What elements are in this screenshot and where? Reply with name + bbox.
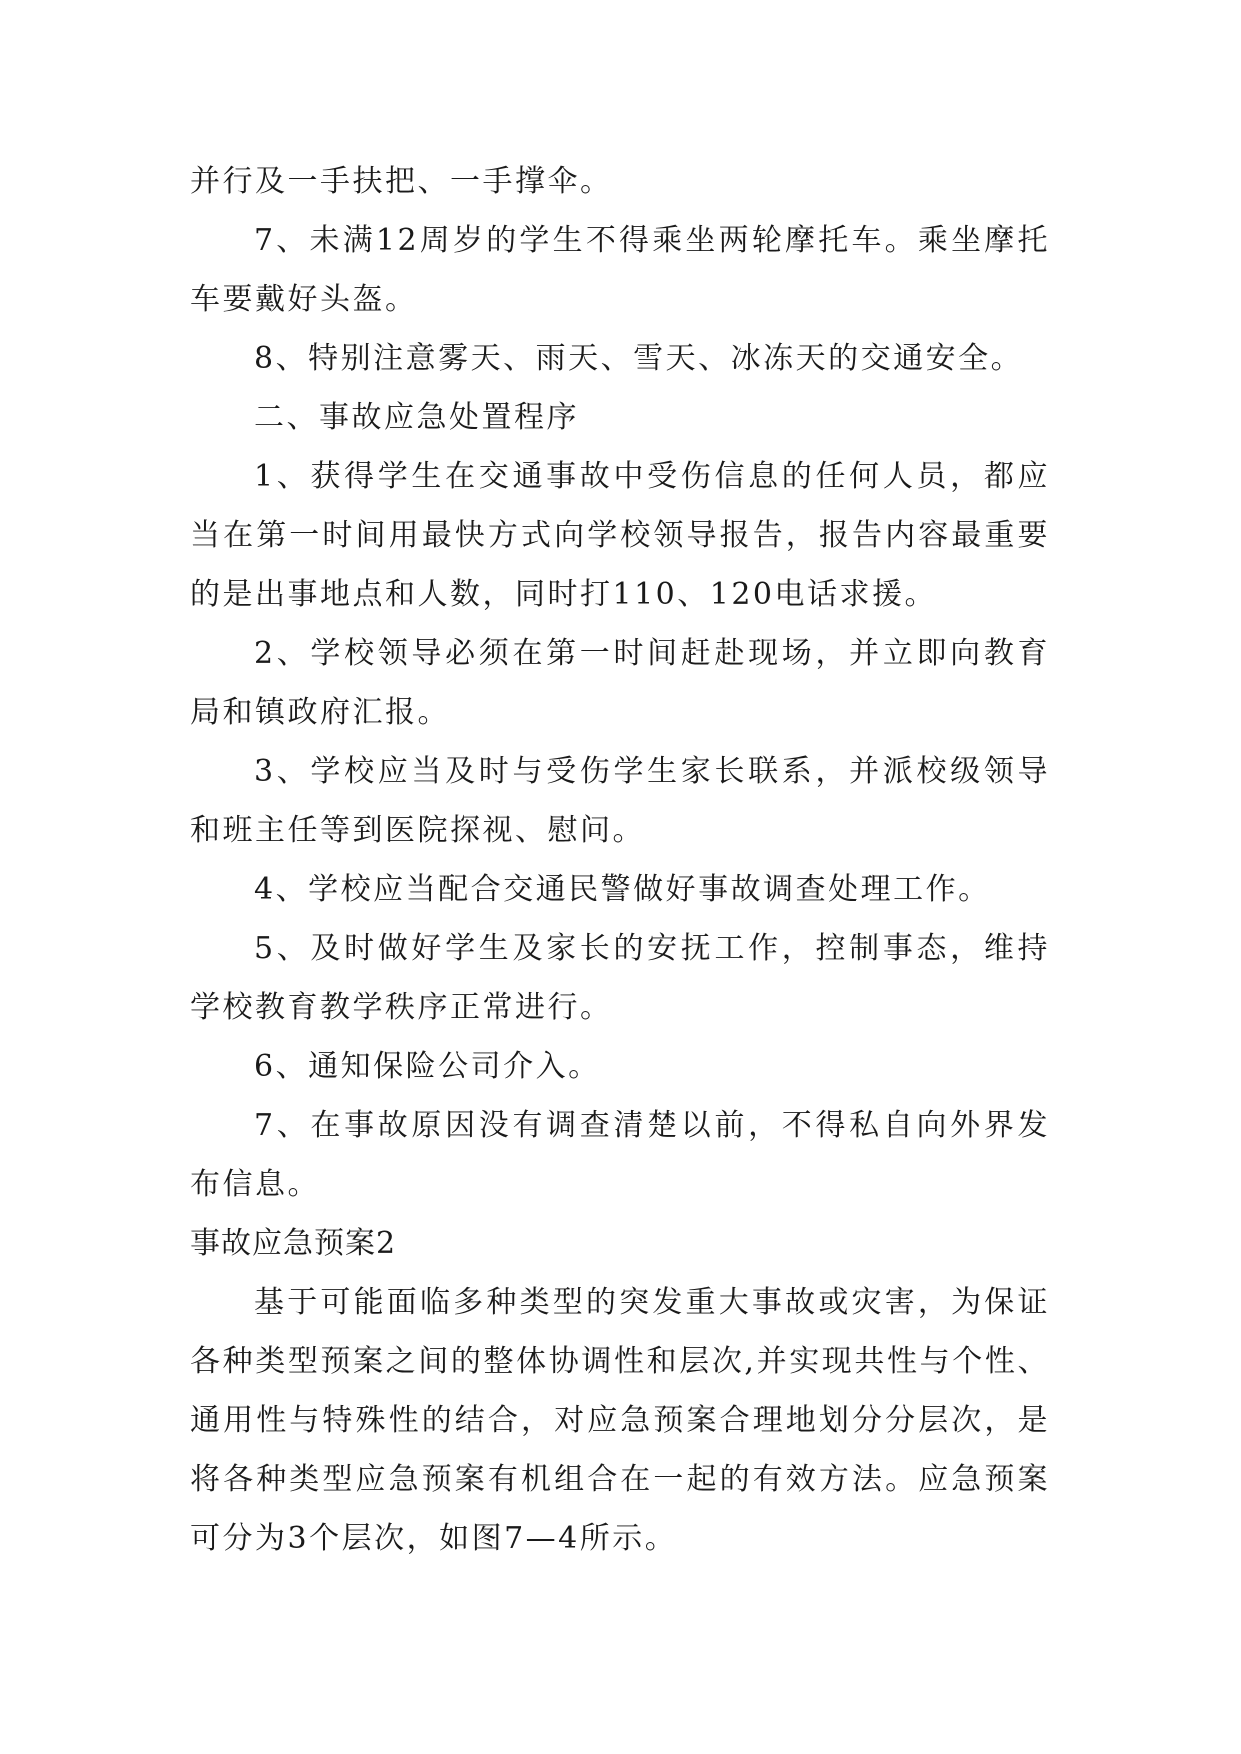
section-title-plan-2: 事故应急预案2	[190, 1226, 397, 1261]
paragraph-procedure-1: 1、获得学生在交通事故中受伤信息的任何人员，都应当在第一时间用最快方式向学校领导报告，报告内容最重要的是出事地点和人数，同时打110、120电话求援。	[190, 459, 1050, 612]
section-heading-emergency-procedure: 二、事故应急处置程序	[254, 400, 579, 435]
paragraph-item-8-weather: 8、特别注意雾天、雨天、雪天、冰冻天的交通安全。	[254, 341, 1024, 376]
paragraph-item-7-motorcycle: 7、未满12周岁的学生不得乘坐两轮摩托车。乘坐摩托车要戴好头盔。	[190, 223, 1050, 317]
paragraph-procedure-6: 6、通知保险公司介入。	[254, 1049, 601, 1084]
paragraph-plan-2-body: 基于可能面临多种类型的突发重大事故或灾害，为保证各种类型预案之间的整体协调性和层次,并实现共性与个性、通用性与特殊性的结合，对应急预案合理地划分分层次，是将各种类型应急预案有机组合在一起的有效方法。应急预案可分为3个层次，如图7—4所示。	[190, 1285, 1050, 1556]
document-page	[190, 152, 1050, 1568]
paragraph-procedure-2: 2、学校领导必须在第一时间赶赴现场，并立即向教育局和镇政府汇报。	[190, 636, 1050, 730]
paragraph-procedure-3: 3、学校应当及时与受伤学生家长联系，并派校级领导和班主任等到医院探视、慰问。	[190, 754, 1050, 848]
paragraph-procedure-7: 7、在事故原因没有调查清楚以前，不得私自向外界发布信息。	[190, 1108, 1050, 1202]
paragraph-continuation: 并行及一手扶把、一手撑伞。	[190, 164, 613, 199]
paragraph-procedure-5: 5、及时做好学生及家长的安抚工作，控制事态，维持学校教育教学秩序正常进行。	[190, 931, 1050, 1025]
paragraph-procedure-4: 4、学校应当配合交通民警做好事故调查处理工作。	[254, 872, 991, 907]
